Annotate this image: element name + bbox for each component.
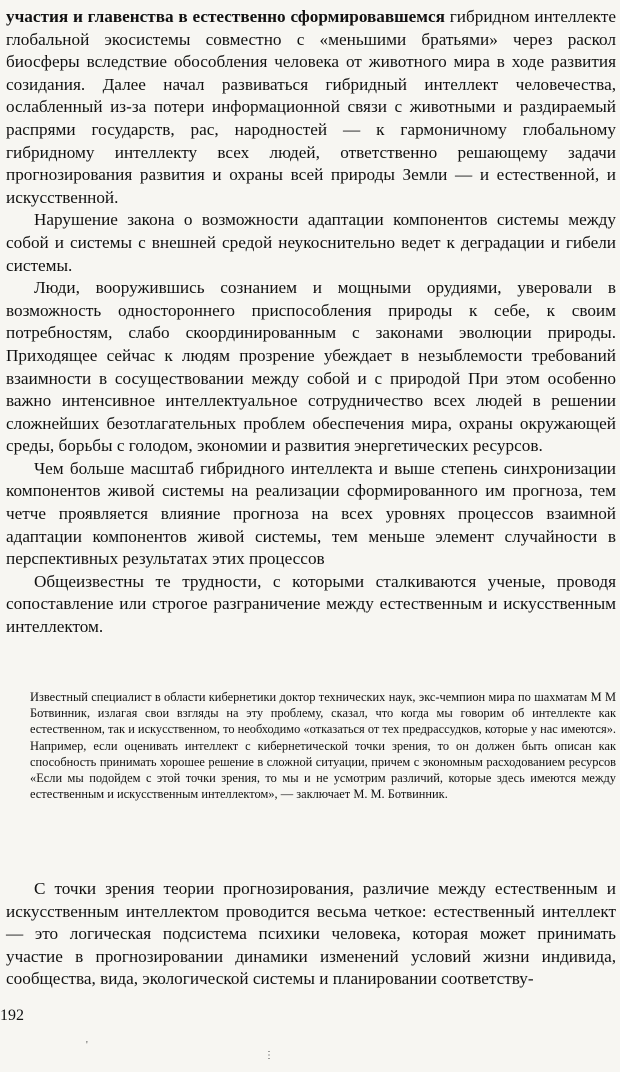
main-text <box>6 6 616 639</box>
paragraph-4: Чем больше масштаб гибридного интеллекта и выше степень синхронизации компонентов живой системы на реализации сформированного им прогноза, тем четче проявляется влияние прогноза на всех уровнях процессов взаимной адаптации компонентов живой системы, тем меньше элемент случайности в перспективных результатах этих процессов <box>6 458 616 569</box>
page-number: 192 <box>0 1007 24 1024</box>
continuation-text <box>6 878 616 991</box>
footnote-block <box>30 689 616 802</box>
scan-speck: ⋮ <box>264 1050 274 1061</box>
scan-speck: ' <box>86 1040 88 1051</box>
paragraph-1: участия и главенства в естественно сформировавшемся гибридном интеллекте глобальной экосистемы совместно с «меньшими братьями» через раскол биосферы вследствие обособления человека от животного мира в ходе развития созидания. Далее начал развиваться гибридный интеллект человечества, ослабленный из-за потери информационной связи с животными и раздираемый распрями государств, рас, народностей — к гармоничному глобальному гибридному интеллекту всех людей, ответственно решающему задачи прогнозирования развития и охраны всей природы Земли — и естественной, и искусственной. <box>6 7 616 207</box>
paragraph-6: С точки зрения теории прогнозирования, различие между естественным и искусственным интеллектом проводится весьма четкое: естественный интеллект — это логическая подсистема психики человека, которая может принимать участие в прогнозировании динамики изменений условий жизни индивида, сообщества, вида, экологической системы и планировании соответству- <box>6 879 616 989</box>
paragraph-5: Общеизвестны те трудности, с которыми сталкиваются ученые, проводя сопоставление или строгое разграничение между естественным и искусственным интеллектом. <box>6 571 616 637</box>
paragraph-2: Нарушение закона о возможности адаптации компонентов системы между собой и системы с внешней средой неукоснительно ведет к деградации и гибели системы. <box>6 210 616 275</box>
paragraph-3: Люди, вооружившись сознанием и мощными орудиями, уверовали в возможность одностороннего приспособления природы к себе, к своим потребностям, слабо скоординированным с законами эволюции природы. Приходящее сейчас к людям прозрение убеждает в незыблемости требований взаимности в сосуществовании между собой и с природой При этом особенно важно интенсивное интеллектуальное сотрудничество всех людей в решении сложнейших безотлагательных проблем обеспечения мира, охраны окружающей среды, борьбы с голодом, экономии и развития энергетических ресурсов. <box>6 278 616 456</box>
footnote-text: Известный специалист в области кибернетики доктор технических наук, экс-чемпион мира по шахматам М М Ботвинник, излагая свои взгляды на эту проблему, сказал, что когда мы говорим об интеллекте как естественном, так и искусственном, то необходимо «отказаться от тех предрассудков, которые у нас имеются». Например, если оценивать интеллект с кибернетической точки зрения, то он должен быть описан как способность принимать хорошее решение в сложной ситуации, причем с экономным расходованием ресурсов «Если мы подойдем с этой точки зрения, то мы и не усмотрим различий, которые здесь имеются между естественным и искусственным интеллектом», — заключает М. М. Ботвинник. <box>30 690 616 802</box>
